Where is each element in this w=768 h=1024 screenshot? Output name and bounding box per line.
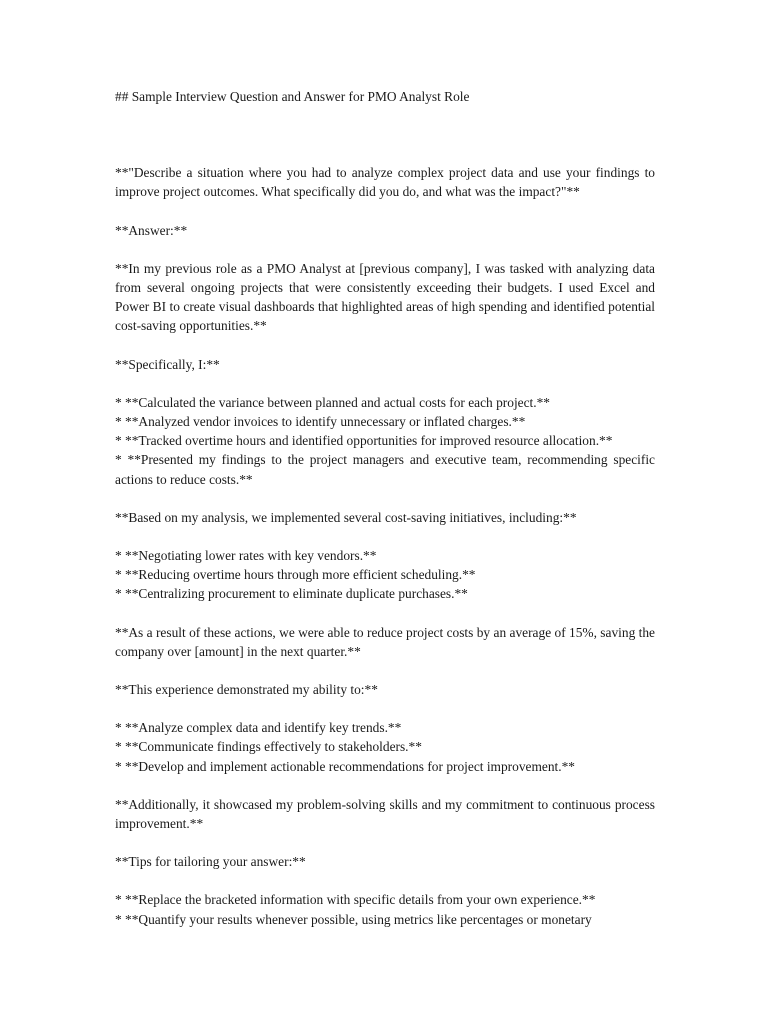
abilities-list — [115, 718, 655, 776]
list-item: * **Reducing overtime hours through more efficient scheduling.** — [115, 567, 476, 583]
list-item: * **Presented my findings to the project managers and executive team, recommending specific actions to reduce costs.** — [115, 452, 655, 487]
list-item: * **Tracked overtime hours and identified opportunities for improved resource allocation.** — [115, 433, 613, 449]
initiatives-list — [115, 546, 655, 604]
list-item: * **Quantify your results whenever possible, using metrics like percentages or monetary — [115, 911, 592, 927]
list-item: * **Replace the bracketed information with specific details from your own experience.** — [115, 892, 596, 908]
specifically-label: **Specifically, I:** — [115, 356, 220, 372]
tips-label: **Tips for tailoring your answer:** — [115, 854, 306, 870]
list-item: * **Negotiating lower rates with key vendors.** — [115, 548, 377, 564]
list-item: * **Communicate findings effectively to stakeholders.** — [115, 739, 422, 755]
answer-label: **Answer:** — [115, 222, 188, 238]
document-page — [115, 87, 655, 948]
demonstrated-intro: **This experience demonstrated my ability to:** — [115, 682, 378, 698]
result-paragraph: **As a result of these actions, we were able to reduce project costs by an average of 15%, saving the company over [amount] in the next quarter.** — [115, 624, 655, 659]
list-item: * **Centralizing procurement to eliminate duplicate purchases.** — [115, 586, 468, 602]
list-item: * **Analyzed vendor invoices to identify unnecessary or inflated charges.** — [115, 414, 526, 430]
initiatives-intro: **Based on my analysis, we implemented several cost-saving initiatives, including:** — [115, 509, 577, 525]
list-item: * **Calculated the variance between planned and actual costs for each project.** — [115, 394, 551, 410]
title-spacer — [115, 106, 655, 163]
tips-list — [115, 890, 655, 928]
answer-intro-paragraph: **In my previous role as a PMO Analyst at [previous company], I was tasked with analyzing data from several ongoing projects that were consistently exceeding their budgets. I used Excel and Power BI to create visual dashboards that highlighted areas of high spending and identified potential cost-saving opportunities.** — [115, 260, 655, 334]
actions-list — [115, 393, 655, 489]
additionally-paragraph: **Additionally, it showcased my problem-solving skills and my commitment to continuous process improvement.** — [115, 796, 655, 832]
document-title: ## Sample Interview Question and Answer for PMO Analyst Role — [115, 89, 470, 104]
list-item: * **Develop and implement actionable recommendations for project improvement.** — [115, 758, 575, 774]
interview-question: **"Describe a situation where you had to analyze complex project data and use your findings to improve project outcomes. What specifically did you do, and what was the impact?"** — [115, 165, 655, 200]
list-item: * **Analyze complex data and identify key trends.** — [115, 720, 402, 736]
